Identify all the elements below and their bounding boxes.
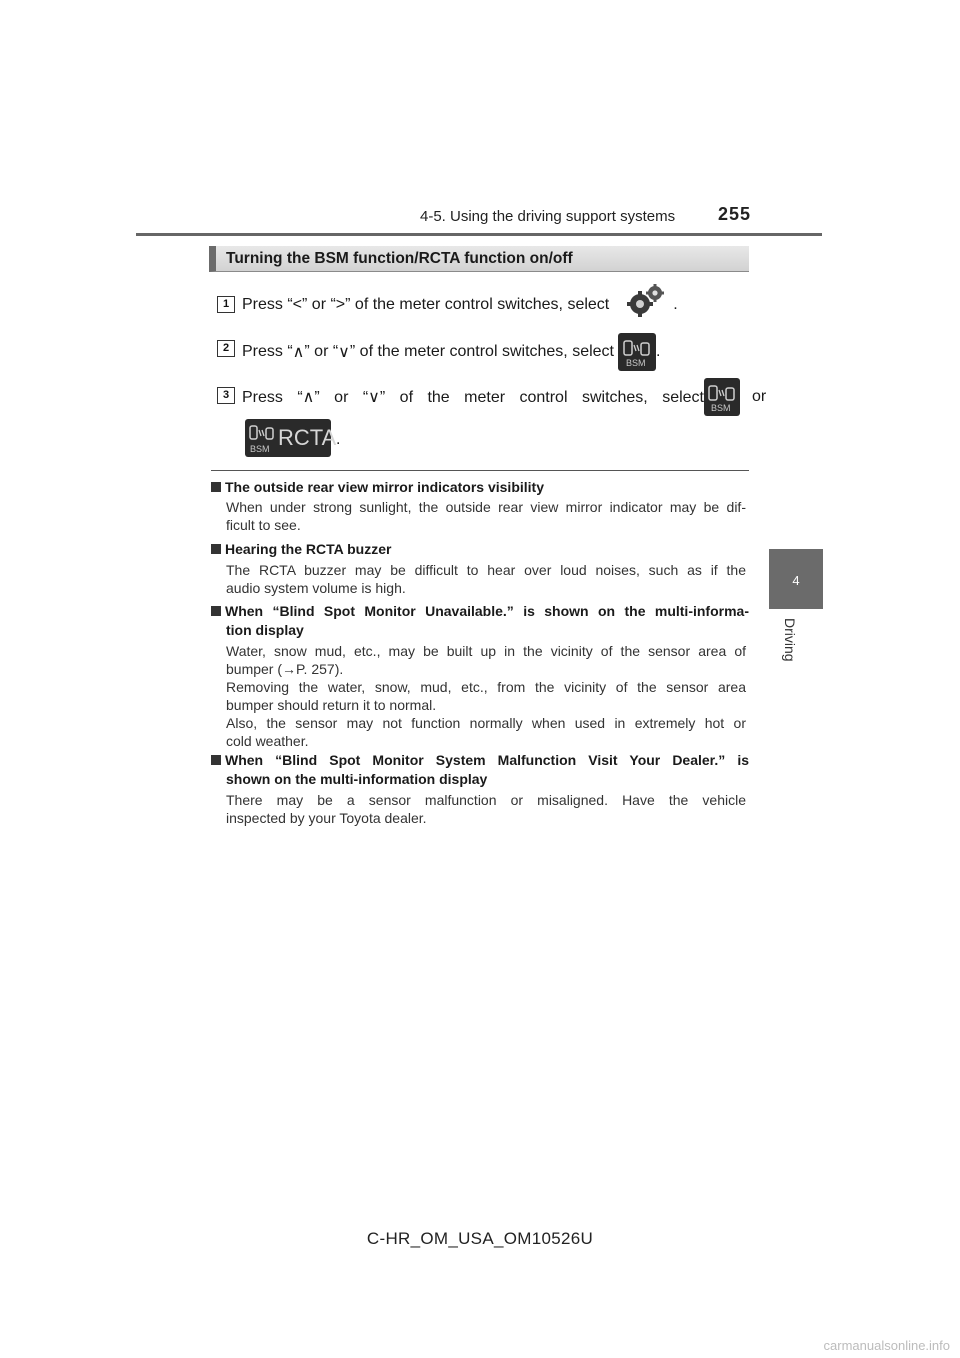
bullet-square-icon (211, 482, 221, 492)
note-3-body: Water, snow mud, etc., may be built up in the vicinity of the sensor area of bumper (→P. 257). Removing the water, snow, mud, etc., from the vicinity of the sensor area bumper should return it to normal. Also, the sensor may not function normally when used in extremely hot or cold weather. (226, 643, 746, 749)
step-3-sym2: ∨ (368, 389, 380, 406)
step-2-badge: 2 (217, 340, 235, 357)
step-1-sym2: > (335, 296, 346, 313)
step-1-sym1: < (292, 296, 303, 313)
step-3-pre: Press “ (242, 389, 303, 406)
bsm-rcta-icon-label: RCTA (278, 425, 337, 450)
bsm-rcta-icon-sub: BSM (250, 444, 270, 454)
bsm-icon-small-label: BSM (711, 403, 731, 413)
bullet-square-icon (211, 606, 221, 616)
step-1-pre: Press “ (242, 296, 293, 313)
document-code: C-HR_OM_USA_OM10526U (366, 1229, 594, 1248)
note-4-body: There may be a sensor malfunction or misaligned. Have the vehicle inspected by your Toyota dealer. (226, 792, 746, 826)
step-2-sym1: ∧ (292, 344, 305, 361)
bsm-icon (618, 333, 656, 371)
step-1-post: ” of the meter control switches, select (345, 296, 610, 313)
step-2 (242, 333, 746, 371)
bsm-icon-small (704, 378, 740, 416)
settings-gears-icon (625, 283, 665, 319)
bullet-square-icon (211, 544, 221, 554)
bsm-rcta-icon (245, 419, 337, 457)
step-2-end: . (656, 343, 661, 360)
step-2-pre: Press “ (242, 343, 293, 360)
chapter-tab-label: Driving (782, 618, 798, 662)
step-3-end: . (336, 431, 341, 448)
note-2-body: The RCTA buzzer may be difficult to hear over loud noises, such as if the audio system volume is high. (226, 562, 746, 596)
note-3-title: When “Blind Spot Monitor Unavailable.” is shown on the multi-informa- tion display (211, 602, 749, 640)
note-2-title: Hearing the RCTA buzzer (211, 540, 749, 559)
chapter-tab-number: 4 (792, 573, 800, 588)
note-1-title: The outside rear view mirror indicators visibility (211, 478, 749, 497)
note-4-title: When “Blind Spot Monitor System Malfunction Visit Your Dealer.” is shown on the multi-information display (211, 751, 749, 789)
step-1-mid: ” or “ (302, 296, 336, 313)
page-number: 255 (718, 204, 752, 224)
watermark: carmanualsonline.info (823, 1338, 950, 1353)
step-3-or: or (752, 388, 767, 405)
step-2-sym2: ∨ (338, 344, 350, 361)
section-heading: Turning the BSM function/RCTA function on/off (209, 246, 749, 272)
step-1-end: . (673, 296, 678, 313)
step-3-badge: 3 (217, 387, 235, 404)
step-3-mid: ” or “ (314, 389, 369, 406)
step-1-badge: 1 (217, 296, 235, 313)
header-section-title: 4-5. Using the driving support systems (420, 208, 676, 225)
bsm-icon-label: BSM (626, 358, 646, 368)
note-1-body: When under strong sunlight, the outside rear view mirror indicator may be dif- ficult to see. (226, 499, 746, 533)
step-3 (242, 378, 767, 416)
bullet-square-icon (211, 755, 221, 765)
step-3-post: ” of the meter control switches, select (379, 389, 704, 406)
step-2-post: ” of the meter control switches, select (349, 343, 614, 360)
step-1 (242, 293, 746, 317)
header-rule (136, 233, 822, 236)
step-2-mid: ” or “ (304, 343, 339, 360)
step-3-sym1: ∧ (302, 389, 315, 406)
notes-divider (211, 470, 749, 471)
